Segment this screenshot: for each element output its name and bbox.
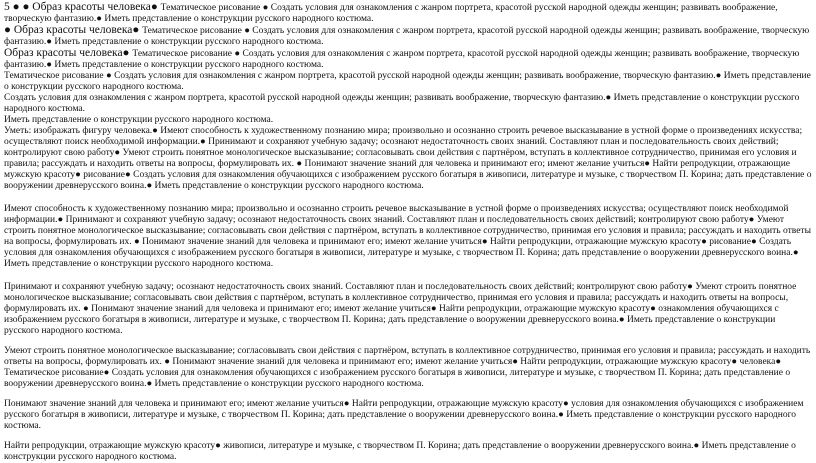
paragraph-11: Понимают значение знаний для человека и принимают его; имеют желание учиться● Найти репродукции, отражающие мужскую красоту● условия для ознакомления обучающихся с изображением русского богатыря в живописи, литературе и музыке, с творчеством П. Корина; дать представление о вооружении древнерусского воина.● Иметь представление о конструкции русского народного костюма. [4,399,804,431]
paragraph-1-text: Тематическое рисование ● Создать условия для ознакомления с жанром портрета, красотой русской народной одежды женщин; развивать воображение, творческую фантазию.● Иметь представление о конструкции русского народного костюма. [4,3,778,24]
spacer [4,270,812,282]
paragraph-2-lead: ● Образ красоты человека● [4,24,143,36]
paragraph-3-text: Тематическое рисование ● Создать условия для ознакомления с жанром портрета, красотой русской народной одежды женщин; развивать воображение, творческую фантазию.● Иметь представление о конструкции русского народного костюма. [4,49,800,70]
paragraph-10: Умеют строить понятное монологическое высказывание; согласовывать свои действия с партнёром, вступать в коллективное сотрудничество, принимая его условия и правила; рассуждать и находить ответы на вопросы, формулировать их. ● Понимают значение знаний для человека и принимают его; имеют желание учиться● Найти репродукции, отражающие мужскую красоту● человека● Тематическое рисование● Создать условия для ознакомления обучающихся с изображением русского богатыря в живописи, литературе и музыке, с творчеством П. Корина; дать представление о вооружении древнерусского воина.● Иметь представление о конструкции русского народного костюма. [4,346,811,389]
paragraph-12: Найти репродукции, отражающие мужскую красоту● живописи, литературе и музыке, с творчеством П. Корина; дать представление о вооружении древнерусского воина.● Иметь представление о конструкции русского народного костюма. [4,441,796,462]
paragraph-3-lead: Образ красоты человека● [4,47,133,59]
paragraph-6: Иметь представление о конструкции русского народного костюма. [4,115,274,125]
paragraph-8: Имеют способность к художественному познанию мира; произвольно и осознанно строить речевое высказывание в устной форме о произведениях искусства; осуществляют поиск необходимой информации.● Принимают и сохраняют учебную задачу; осознают недостаточность своих знаний. Составляют план и последовательность своих действий; контролируют свою работу● Умеют строить понятное монологическое высказывание; согласовывать свои действия с партнёром, вступать в коллективное сотрудничество, принимая его условия и правила; рассуждать и находить ответы на вопросы, формулировать их. ● Понимают значение знаний для человека и принимают его; имеют желание учиться● Найти репродукции, отражающие мужскую красоту● рисование● Создать условия для ознакомления обучающихся с изображением русского богатыря в живописи, литературе и музыке, с творчеством П. Корина; дать представление о вооружении древнерусского воина.● Иметь представление о конструкции русского народного костюма. [4,204,811,269]
paragraph-9: Принимают и сохраняют учебную задачу; осознают недостаточность своих знаний. Составляют план и последовательность своих действий; контролируют свою работу● Умеют строить понятное монологическое высказывание; согласовывать свои действия с партнёром, вступать в коллективное сотрудничество, принимая его условия и правила; рассуждать и находить ответы на вопросы, формулировать их. ● Понимают значение знаний для человека и принимают его; имеют желание учиться● Найти репродукции, отражающие мужскую красоту● ознакомления обучающихся с изображением русского богатыря в живописи, литературе и музыке, с творчеством П. Корина; дать представление о вооружении древнерусского воина.● Иметь представление о конструкции русского народного костюма. [4,282,797,336]
paragraph-3 [4,48,812,71]
paragraph-4: Тематическое рисование ● Создать условия для ознакомления с жанром портрета, красотой русской народной одежды женщин; развивать воображение, творческую фантазию.● Иметь представление о конструкции русского народного костюма. [4,71,811,92]
paragraph-7: Уметь: изображать фигуру человека.● Имеют способность к художественному познанию мира; произвольно и осознанно строить речевое высказывание в устной форме о произведениях искусства; осуществляют поиск необходимой информации.● Принимают и сохраняют учебную задачу; осознают недостаточность своих знаний. Составляют план и последовательность своих действий; контролируют свою работу● Умеют строить понятное монологическое высказывание; согласовывать свои действия с партнёром, вступать в коллективное сотрудничество, принимая его условия и правила; рассуждать и находить ответы на вопросы, формулировать их. ● Понимают значение знаний для человека и принимают его; имеют желание учиться● Найти репродукции, отражающие мужскую красоту● рисование● Создать условия для ознакомления обучающихся с изображением русского богатыря в живописи, литературе и музыке, с творчеством П. Корина; дать представление о вооружении древнерусского воина.● Иметь представление о конструкции русского народного костюма. [4,126,812,191]
paragraph-1-lead: 5 ● ● Образ красоты человека● [4,1,161,13]
paragraph-5: Создать условия для ознакомления с жанром портрета, красотой русской народной одежды женщин; развивать воображение, творческую фантазию.● Иметь представление о конструкции русского народного костюма. [4,93,800,114]
spacer [4,390,812,399]
paragraph-2 [4,25,812,48]
spacer [4,192,812,204]
paragraph-1 [4,2,812,25]
paragraph-2-text: Тематическое рисование ● Создать условия для ознакомления с жанром портрета, красотой русской народной одежды женщин; развивать воображение, творческую фантазию.● Иметь представление о конструкции русского народного костюма. [4,26,810,47]
spacer [4,432,812,441]
spacer [4,337,812,346]
